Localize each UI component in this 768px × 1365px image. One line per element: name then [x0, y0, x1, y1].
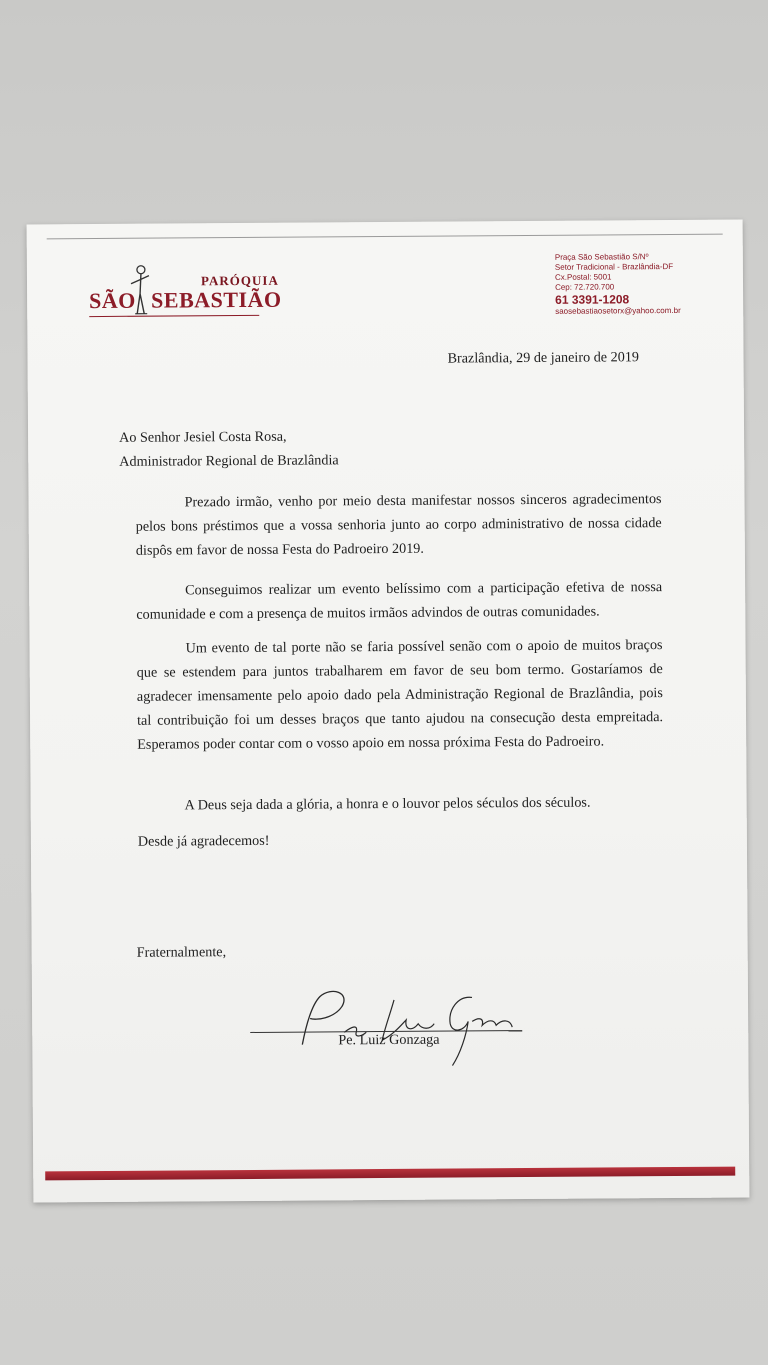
parish-label: PARÓQUIA [200, 272, 279, 289]
closing-line: Fraternalmente, [136, 944, 227, 961]
handwritten-signature [272, 973, 533, 1075]
parish-name-second: SEBASTIÃO [151, 286, 282, 313]
letter-date: Brazlândia, 29 de janeiro de 2019 [447, 349, 640, 367]
footer-band [45, 1167, 735, 1181]
address-line: Setor Tradicional - Brazlândia-DF [554, 261, 674, 272]
email-address: saosebastiaosetorx@yahoo.com.br [555, 305, 681, 316]
recipient-name: Ao Senhor Jesiel Costa Rosa, [119, 428, 287, 446]
postal-code: Cep: 72.720.700 [555, 282, 615, 292]
parish-name-first: SÃO [89, 287, 136, 314]
body-paragraph: A Deus seja dada a glória, a honra e o louvor pelos séculos dos séculos. [184, 794, 591, 814]
recipient-title: Administrador Regional de Brazlândia [119, 452, 339, 470]
letter-page [27, 220, 750, 1203]
parish-logo [89, 263, 289, 324]
top-rule [47, 234, 723, 240]
address-line: Praça São Sebastião S/Nº [554, 252, 649, 262]
postal-box: Cx.Postal: 5001 [554, 272, 612, 282]
signer-name: Pe. Luiz Gonzaga [338, 1031, 440, 1049]
recipient-block [119, 424, 339, 474]
body-paragraph: Conseguimos realizar um evento belíssimo com a participação efetiva de nossa comunidade e com a presença de muitos irmãos advindos de outras comunidades. [136, 579, 663, 623]
thanks-line: Desde já agradecemos! [137, 832, 270, 850]
body-paragraph: Um evento de tal porte não se faria possível senão com o apoio de muitos braços que se estendem para juntos trabalharem em favor de seu bom termo. Gostaríamos de agradecer imensamente pelo apoio dado pela Administração Regional de Brazlândia, pois tal contribuição foi um desses braços que tanto ajudou na consecução desta empreitada. Esperamos poder contar com o vosso apoio em nossa próxima Festa do Padroeiro. [136, 637, 664, 753]
body-paragraph: Prezado irmão, venho por meio desta manifestar nossos sinceros agradecimentos pelos bons préstimos que a vossa senhoria junto ao corpo administrativo de nossa cidade dispôs em favor de nossa Festa do Padroeiro 2019. [135, 491, 662, 559]
logo-underline [89, 315, 259, 317]
contact-block [555, 252, 681, 317]
phone-number: 61 3391-1208 [555, 292, 630, 307]
